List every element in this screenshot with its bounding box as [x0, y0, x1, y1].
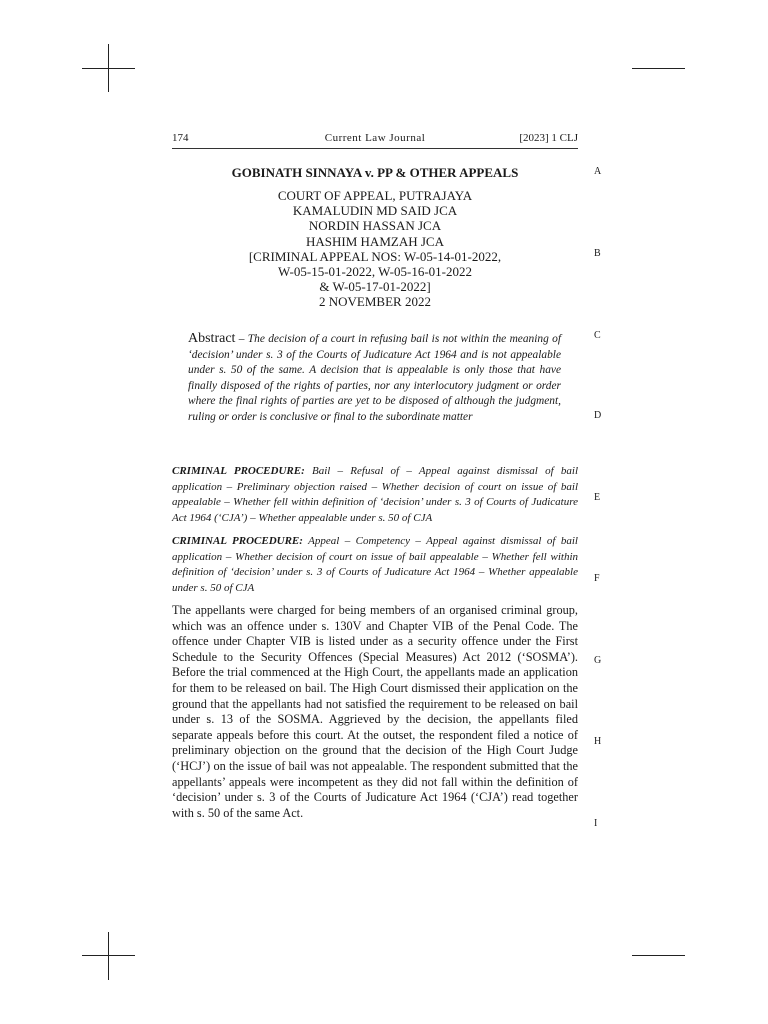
- crop-mark-top-right-horizontal: [632, 68, 685, 69]
- catchword-paragraph: [172, 464, 578, 526]
- court-line: W-05-15-01-2022, W-05-16-01-2022: [277, 264, 472, 280]
- abstract: [188, 331, 561, 426]
- catchword-paragraph: [172, 534, 578, 596]
- header-rule: [172, 148, 578, 149]
- court-line: [CRIMINAL APPEAL NOS: W-05-14-01-2022,: [248, 248, 502, 264]
- court-line: 2 NOVEMBER 2022: [319, 294, 431, 310]
- crop-mark-bottom-left-vertical: [108, 932, 109, 980]
- crop-mark-bottom-left-horizontal: [82, 955, 135, 956]
- court-line: HASHIM HAMZAH JCA: [306, 233, 444, 249]
- court-line: & W-05-17-01-2022]: [319, 279, 431, 295]
- margin-letter: G: [594, 655, 602, 666]
- body-paragraph: The appellants were charged for being members of an organised criminal group, which was an offence under s. 130V and Chapter VIB of the Penal Code. The offence under Chapter VIB is listed under as a security offence under the First Schedule to the Security Offences (Special Measures) Act 2012 (‘SOSMA’). Before the trial commenced at the High Court, the appellants made an application for them to be released on bail. The High Court dismissed their application on the ground that the appellants had not satisfied the requirement to be released on bail under s. 13 of the SOSMA. Aggrieved by the decision, the appellants filed separate appeals before this court. At the outset, the respondent filed a notice of preliminary objection on the ground that the decision of the High Court Judge (‘HCJ’) on the issue of bail was not appealable. The respondent submitted that the appellants’ appeals were incompetent as they did not fall within the definition of ‘decision’ under s. 3 of the Courts of Judicature Act 1964 (‘CJA’) read together with s. 50 of the same Act.: [172, 603, 578, 820]
- catchword-heading: CRIMINAL PROCEDURE:: [172, 465, 305, 477]
- court-line: NORDIN HASSAN JCA: [308, 218, 442, 234]
- margin-letter: H: [594, 736, 602, 747]
- margin-letter: I: [594, 818, 598, 829]
- margin-letter: C: [594, 330, 601, 341]
- margin-letter: D: [594, 410, 602, 421]
- margin-letter: F: [594, 573, 600, 584]
- margin-letter: A: [594, 166, 602, 177]
- crop-mark-top-left-horizontal: [82, 68, 135, 69]
- margin-letter: B: [594, 248, 601, 259]
- catchword-heading: CRIMINAL PROCEDURE:: [172, 535, 303, 547]
- page-number: 174: [172, 132, 189, 144]
- catchword-text: Bail – Refusal of – Appeal against dismissal of bail application – Preliminary objection raised – Whether decision of court on issue of bail appealable – Whether fell within definition of ‘decision’ under s. 3 of Courts of Judicature Act 1964 (‘CJA’) – Whether appealable under s. 50 of CJA: [172, 465, 578, 524]
- journal-title: Current Law Journal: [324, 132, 426, 144]
- court-line: COURT OF APPEAL, PUTRAJAYA: [277, 188, 473, 203]
- running-header: [172, 132, 578, 148]
- margin-letter: E: [594, 492, 601, 503]
- case-title: GOBINATH SINNAYA v. PP & OTHER APPEALS: [231, 165, 519, 180]
- catchword-text: Appeal – Competency – Appeal against dismissal of bail application – Whether decision of court on issue of bail appealable – Whether fell within definition of ‘decision’ under s. 3 of Courts of Judicature Act 1964 – Whether appealable under s. 50 of CJA: [172, 535, 578, 594]
- court-block: [172, 188, 578, 310]
- abstract-text: – The decision of a court in refusing bail is not within the meaning of ‘decision’ under s. 3 of the Courts of Judicature Act 1964 and is not appealable under s. 50 of the same. A decision that is appealable is only those that have finally disposed of the rights of parties, nor any interlocutory judgment or order where the final rights of parties are yet to be disposed of although the judgment, ruling or order is conclusive or final to the subordinate matter: [188, 333, 561, 423]
- court-line: KAMALUDIN MD SAID JCA: [292, 203, 458, 219]
- abstract-label: Abstract: [188, 331, 236, 346]
- citation: [2023] 1 CLJ: [519, 132, 578, 144]
- crop-mark-bottom-right-horizontal: [632, 955, 685, 956]
